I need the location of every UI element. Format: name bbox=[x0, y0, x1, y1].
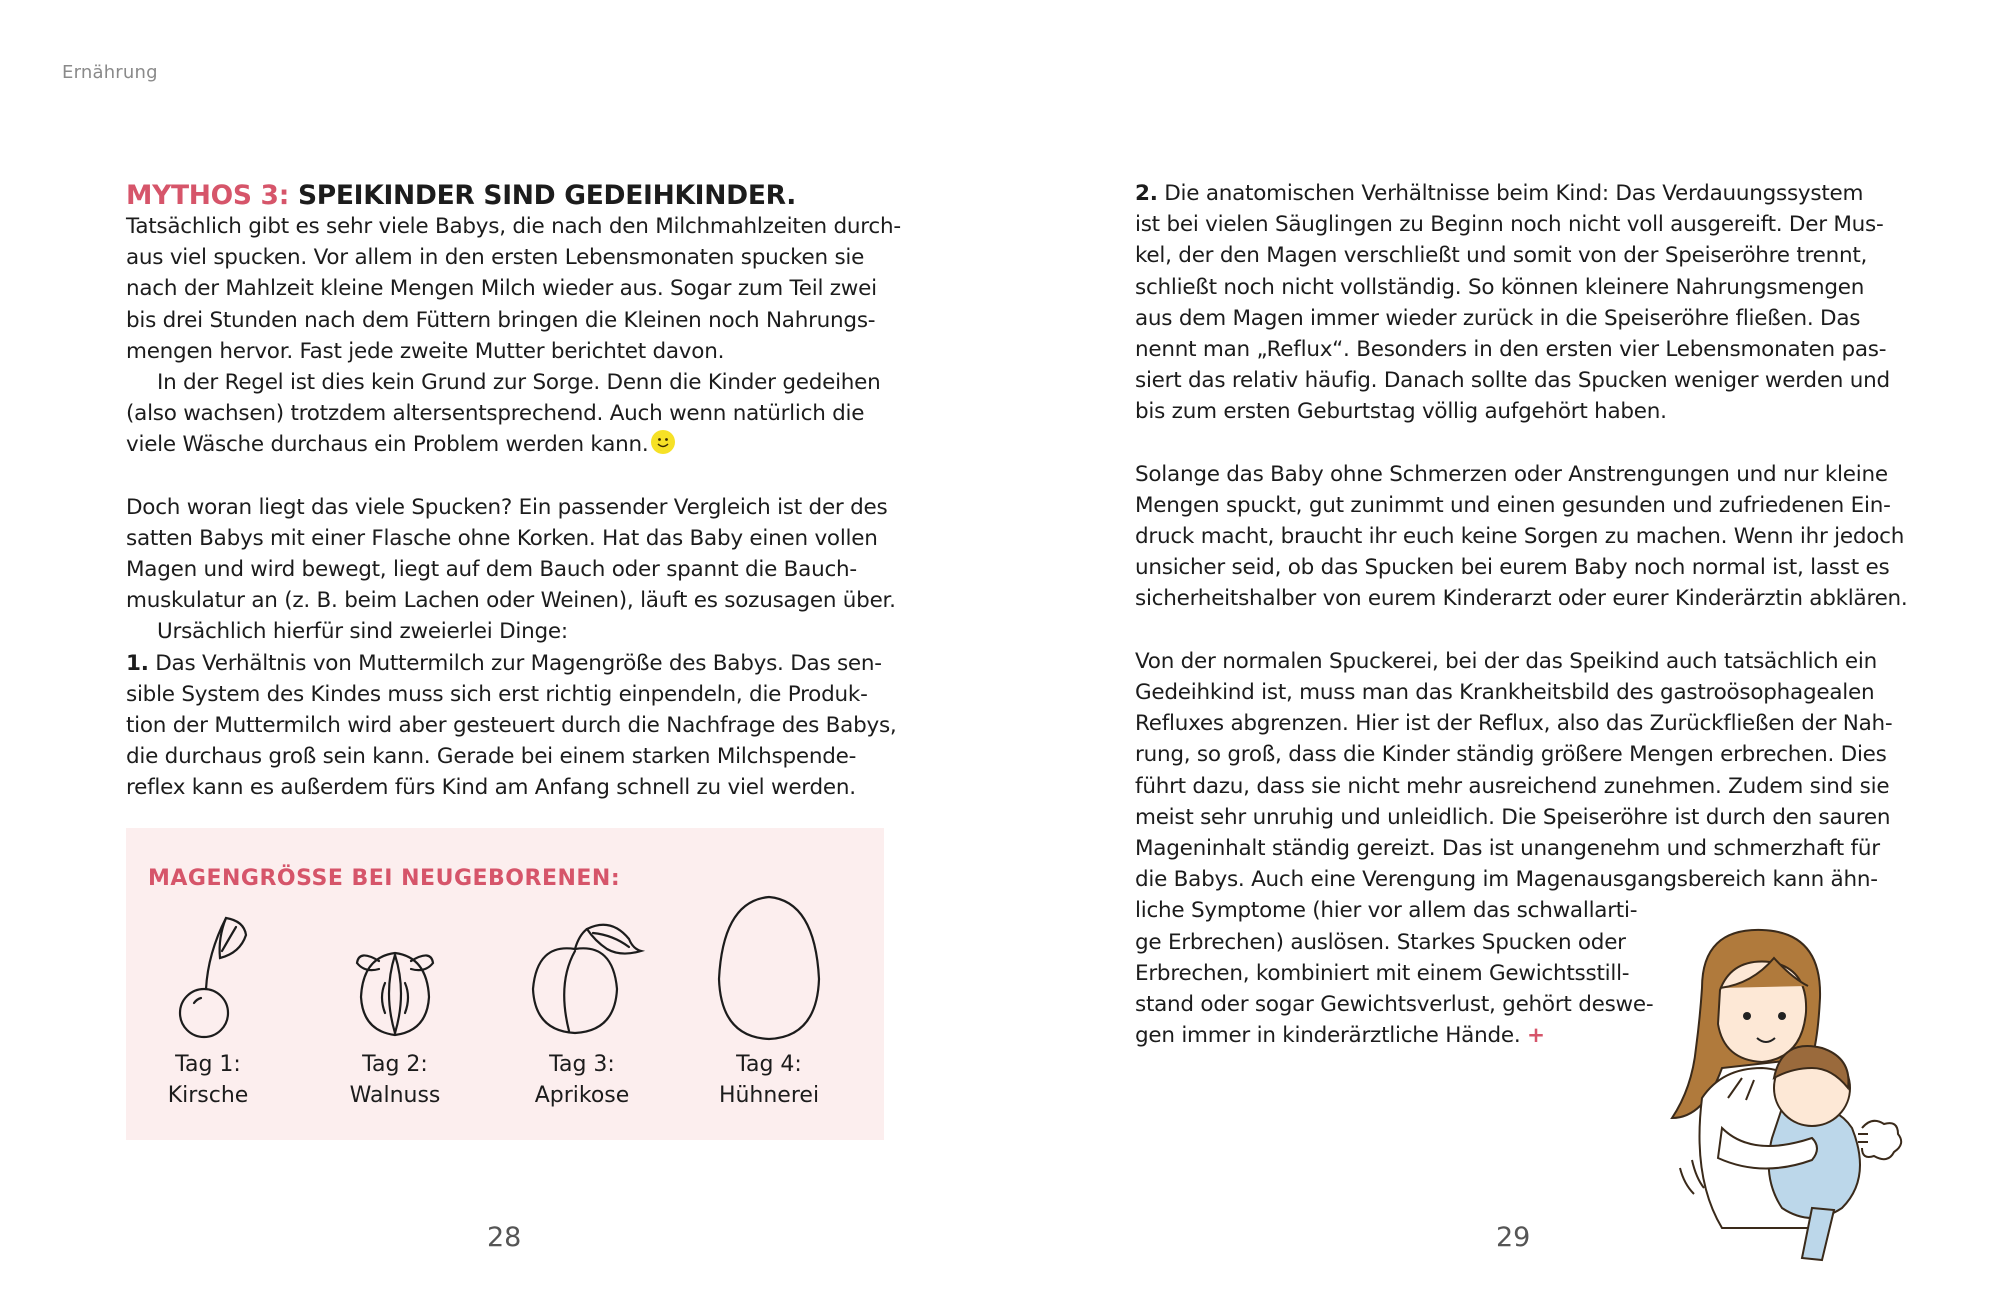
food-item-walnut bbox=[315, 913, 475, 1111]
food-item-apricot bbox=[502, 913, 662, 1111]
text-span: gen immer in kinderärztliche Hände. bbox=[1135, 1023, 1521, 1049]
text-span: viele Wäsche durchaus ein Problem werden kann. bbox=[126, 432, 649, 458]
text-line: reflex kann es außerdem fürs Kind am Anfang schnell zu viel werden. bbox=[126, 775, 856, 801]
text-line: führt dazu, dass sie nicht mehr ausreichend zunehmen. Zudem sind sie bbox=[1135, 773, 1890, 799]
day-label: Tag 1: bbox=[175, 1052, 241, 1077]
page-number-right: 29 bbox=[1496, 1222, 1531, 1253]
text-line: nach der Mahlzeit kleine Mengen Milch wieder aus. Sogar zum Teil zwei bbox=[126, 276, 877, 302]
text-line: Mageninhalt ständig gereizt. Das ist unangenehm und schmerzhaft für bbox=[1135, 835, 1880, 861]
burp-puff-icon bbox=[1862, 1121, 1901, 1159]
text-line: Ursächlich hierfür sind zweierlei Dinge: bbox=[157, 619, 568, 645]
text-line: mengen hervor. Fast jede zweite Mutter berichtet davon. bbox=[126, 338, 725, 364]
text-line: sible System des Kindes muss sich erst richtig einpendeln, die Produk- bbox=[126, 681, 868, 707]
text-line: Magen und wird bewegt, liegt auf dem Bauch oder spannt die Bauch- bbox=[126, 557, 857, 583]
text-line: die durchaus groß sein kann. Gerade bei einem starken Milchspende- bbox=[126, 744, 857, 770]
text-line: kel, der den Magen verschließt und somit von der Speiseröhre trennt, bbox=[1135, 243, 1868, 269]
text-line: stand oder sogar Gewichtsverlust, gehört deswe- bbox=[1135, 991, 1654, 1017]
food-label bbox=[502, 1049, 662, 1111]
day-label: Tag 4: bbox=[736, 1052, 802, 1077]
apricot-icon bbox=[517, 913, 647, 1043]
smiley-icon bbox=[651, 430, 675, 454]
food-label bbox=[315, 1049, 475, 1111]
walnut-icon bbox=[335, 913, 455, 1043]
text-line: aus viel spucken. Vor allem in den ersten Lebensmonaten spucken sie bbox=[126, 245, 865, 271]
text-line: Tatsächlich gibt es sehr viele Babys, die nach den Milchmahlzeiten durch- bbox=[126, 214, 901, 239]
text-span: Die anatomischen Verhältnisse beim Kind: Das Verdauungssystem bbox=[1164, 181, 1864, 206]
text-line: rung, so groß, dass die Kinder ständig größere Mengen erbrechen. Dies bbox=[1135, 742, 1887, 768]
list-item-1 bbox=[126, 648, 891, 679]
text-line: satten Babys mit einer Flasche ohne Korken. Hat das Baby einen vollen bbox=[126, 525, 878, 551]
text-line: Refluxes abgrenzen. Hier ist der Reflux, also das Zurückfließen der Nah- bbox=[1135, 711, 1893, 737]
text-line: nennt man „Reflux“. Besonders in den ersten vier Lebensmonaten pas- bbox=[1135, 336, 1887, 362]
list-item-2 bbox=[1135, 178, 1915, 209]
text-line: ge Erbrechen) auslösen. Starkes Spucken oder bbox=[1135, 929, 1626, 955]
list-marker: 2. bbox=[1135, 181, 1158, 206]
infobox-title: MAGENGRÖSSE BEI NEUGEBORENEN: bbox=[148, 866, 621, 891]
food-item-egg bbox=[689, 913, 849, 1111]
text-line-with-smiley bbox=[126, 429, 891, 460]
text-line: Erbrechen, kombiniert mit einem Gewichtsstill- bbox=[1135, 960, 1630, 986]
myth-heading bbox=[126, 178, 891, 214]
text-line: tion der Muttermilch wird aber gesteuert durch die Nachfrage des Babys, bbox=[126, 713, 897, 738]
text-line: Gedeihkind ist, muss man das Krankheitsbild des gastroösophagealen bbox=[1135, 680, 1875, 705]
right-page-text bbox=[1135, 178, 1915, 1051]
text-line: muskulatur an (z. B. beim Lachen oder Weinen), läuft es sozusagen über. bbox=[126, 588, 896, 614]
page-number-left: 28 bbox=[487, 1222, 522, 1253]
text-line: (also wachsen) trotzdem altersentsprechend. Auch wenn natürlich die bbox=[126, 401, 865, 427]
text-line: liche Symptome (hier vor allem das schwallarti- bbox=[1135, 898, 1638, 924]
text-line: In der Regel ist dies kein Grund zur Sorge. Denn die Kinder gedeihen bbox=[157, 369, 881, 395]
text-line: schließt noch nicht vollständig. So können kleinere Nahrungsmengen bbox=[1135, 274, 1865, 300]
food-name: Hühnerei bbox=[718, 1083, 820, 1108]
text-line: Doch woran liegt das viele Spucken? Ein passender Vergleich ist der des bbox=[126, 494, 888, 520]
text-line: sicherheitshalber von eurem Kinderarzt oder eurer Kinderärztin abklären. bbox=[1135, 586, 1908, 612]
text-line: Von der normalen Spuckerei, bei der das Speikind auch tatsächlich ein bbox=[1135, 648, 1877, 674]
food-name: Aprikose bbox=[534, 1083, 630, 1108]
text-line: unsicher seid, ob das Spucken bei eurem Baby noch normal ist, lasst es bbox=[1135, 555, 1890, 581]
end-mark-icon: + bbox=[1527, 1023, 1545, 1049]
text-line: die Babys. Auch eine Verengung im Magenausgangsbereich kann ähn- bbox=[1135, 867, 1878, 893]
stomach-size-infobox bbox=[126, 828, 884, 1140]
text-line: Solange das Baby ohne Schmerzen oder Anstrengungen und nur kleine bbox=[1135, 461, 1888, 487]
text-line: ist bei vielen Säuglingen zu Beginn noch nicht voll ausgereift. Der Mus- bbox=[1135, 212, 1884, 238]
text-line: aus dem Magen immer wieder zurück in die Speiseröhre fließen. Das bbox=[1135, 305, 1861, 331]
text-span: Das Verhältnis von Muttermilch zur Magengröße des Babys. Das sen- bbox=[155, 650, 882, 676]
mother-baby-illustration bbox=[1662, 928, 1912, 1268]
text-line: bis drei Stunden nach dem Füttern bringen die Kleinen noch Nahrungs- bbox=[126, 307, 876, 333]
running-head: Ernährung bbox=[62, 62, 158, 83]
text-line: meist sehr unruhig und unleidlich. Die Speiseröhre ist durch den sauren bbox=[1135, 804, 1891, 830]
food-item-cherry bbox=[128, 913, 288, 1111]
left-page-text bbox=[126, 178, 901, 804]
myth-heading-text: SPEIKINDER SIND GEDEIHKINDER. bbox=[297, 180, 796, 211]
text-line: Mengen spuckt, gut zunimmt und einen gesunden und zufriedenen Ein- bbox=[1135, 492, 1891, 518]
egg-icon bbox=[709, 893, 829, 1043]
day-label: Tag 3: bbox=[549, 1052, 615, 1077]
food-label bbox=[689, 1049, 849, 1111]
text-line: bis zum ersten Geburtstag völlig aufgehört haben. bbox=[1135, 399, 1667, 425]
day-label: Tag 2: bbox=[362, 1052, 428, 1077]
text-line: druck macht, braucht ihr euch keine Sorgen zu machen. Wenn ihr jedoch bbox=[1135, 524, 1905, 550]
food-name: Walnuss bbox=[349, 1083, 441, 1108]
myth-heading-prefix: MYTHOS 3: bbox=[126, 180, 289, 211]
cherry-icon bbox=[148, 913, 268, 1043]
list-marker: 1. bbox=[126, 650, 149, 676]
text-line: siert das relativ häufig. Danach sollte das Spucken weniger werden und bbox=[1135, 368, 1890, 394]
food-label bbox=[128, 1049, 288, 1111]
food-name: Kirsche bbox=[167, 1083, 249, 1108]
